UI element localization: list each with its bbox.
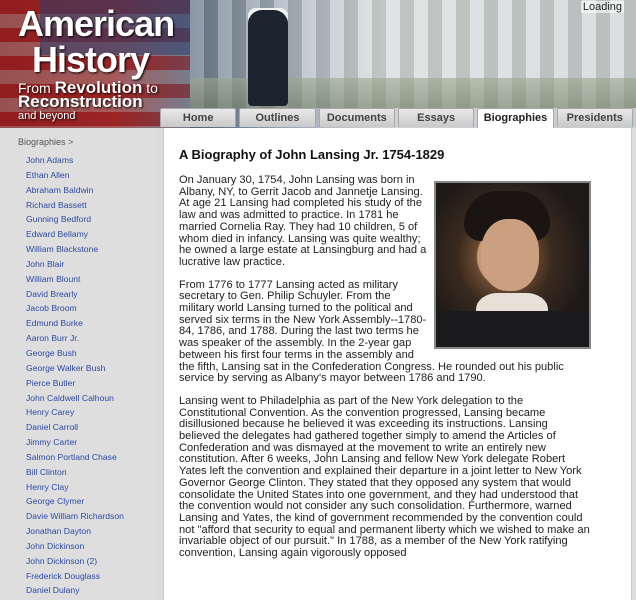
portrait-face [481,219,539,291]
logo-from-text: From [18,80,51,96]
sidebar-link-pierce-butler[interactable]: Pierce Butler [26,377,76,388]
logo-line-american: American [18,3,175,44]
logo-line-history: History [32,39,150,80]
sidebar-link-david-brearly[interactable]: David Brearly [26,288,78,299]
tab-outlines[interactable]: Outlines [239,108,315,127]
sidebar-link-richard-bassett[interactable]: Richard Bassett [26,199,87,210]
page-title: A Biography of John Lansing Jr. 1754-1829 [179,147,445,162]
sidebar-link-gunning-bedford[interactable]: Gunning Bedford [26,214,91,225]
sidebar-link-jimmy-carter[interactable]: Jimmy Carter [26,437,78,448]
sidebar-link-abraham-baldwin[interactable]: Abraham Baldwin [26,184,94,195]
sidebar-link-john-caldwell-calhoun[interactable]: John Caldwell Calhoun [26,392,114,403]
sidebar-link-davie-william-richardson[interactable]: Davie William Richardson [26,511,124,522]
biography-link-list [26,153,124,598]
sidebar-link-salmon-portland-chase[interactable]: Salmon Portland Chase [26,451,117,462]
logo-to-text: to [146,80,158,96]
sidebar-link-jonathan-dayton[interactable]: Jonathan Dayton [26,526,91,537]
bugler-soldier-image [248,10,288,106]
sidebar-link-john-dickinson[interactable]: John Dickinson [26,540,85,551]
tab-documents[interactable]: Documents [319,108,395,127]
sidebar-link-edward-bellamy[interactable]: Edward Bellamy [26,229,89,240]
biography-paragraph-1: On January 30, 1754, John Lansing was born in Albany, NY, to Gerrit Jacob and Jannetje Lansing. At age 21 Lansing had completed his study of the law and was admitted to practice. In 1781 he married Cornelia Ray. They had 10 children, 5 of whom died in infancy. Lansing was quite wealthy; he owned a large estate at Lansingburg and had a lucrative law practice. [179,174,427,268]
main-content [163,128,632,600]
sidebar-link-john-adams[interactable]: John Adams [26,155,74,165]
biography-paragraph-2: From 1776 to 1777 Lansing acted as military secretary to Gen. Philip Schuyler. From the military world Lansing turned to the political and served six terms in the New York Assembly--1780-84, 1786, and 1788. During the last two terms he was speaker of the assembly. In the 2-year gap between his first four terms in the assembly and the fifth, Lansing sat in the Confederation Congress. He rounded out his public service by serving as Albany's mayor between 1786 and 1790. [179,278,564,385]
sidebar-link-daniel-carroll[interactable]: Daniel Carroll [26,422,79,433]
sidebar [0,128,155,600]
sidebar-link-henry-carey[interactable]: Henry Carey [26,407,75,418]
sidebar-breadcrumb[interactable]: Biographies > [18,137,74,147]
tab-biographies[interactable]: Biographies [477,108,553,129]
sidebar-link-bill-clinton[interactable]: Bill Clinton [26,466,67,477]
tab-home[interactable]: Home [160,108,236,127]
sidebar-link-edmund-burke[interactable]: Edmund Burke [26,318,83,329]
sidebar-link-john-blair[interactable]: John Blair [26,258,65,269]
tab-essays[interactable]: Essays [398,108,474,127]
logo-revolution-text: Revolution [54,78,143,97]
sidebar-link-william-blount[interactable]: William Blount [26,273,81,284]
sidebar-link-jacob-broom[interactable]: Jacob Broom [26,303,77,314]
portrait-coat [436,311,589,347]
main-nav-tabs [160,108,636,128]
site-logo-title[interactable] [18,3,175,80]
sidebar-link-george-bush[interactable]: George Bush [26,347,77,358]
biography-text [179,175,591,571]
biography-paragraph-3: Lansing went to Philadelphia as part of the New York delegation to the Constitutional Convention. As the convention progressed, Lansing became disillusioned because he believed it was exceeding its instructions. Lansing believed the delegates had gathered together simply to amend the Articles of Confederation and was dismayed at the movement to write an entirely new constitution. After 6 weeks, John Lansing and fellow New York delegate Robert Yates left the convention and explained their departure in a joint letter to New York Governor George Clinton. They stated that they opposed any system that would consolidate the United States into one government, and they had understood that the convention would not consider any such consolidation. Furthermore, warned Lansing and Yates, the kind of government recommended by the convention could not "afford that security to equal and permanent liberty which we wished to make an invariable object of our pursuit." In 1788, as a member of the New York ratifying convention, Lansing again vigorously opposed [179,394,590,560]
tab-presidents[interactable]: Presidents [557,108,633,127]
sidebar-link-george-clymer[interactable]: George Clymer [26,496,85,507]
sidebar-link-frederick-douglass[interactable]: Frederick Douglass [26,570,101,581]
sidebar-link-aaron-burr[interactable]: Aaron Burr Jr. [26,333,80,344]
sidebar-link-john-dickinson-2[interactable]: John Dickinson (2) [26,555,98,566]
logo-reconstruction: Reconstruction [18,92,143,111]
portrait-image [434,181,591,349]
loading-indicator: Loading [582,1,622,13]
sidebar-link-george-walker-bush[interactable]: George Walker Bush [26,362,106,373]
sidebar-link-william-blackstone[interactable]: William Blackstone [26,244,99,255]
sidebar-link-daniel-dulany[interactable]: Daniel Dulany [26,585,80,596]
sidebar-link-henry-clay[interactable]: Henry Clay [26,481,69,492]
logo-and-beyond: and beyond [18,110,76,122]
sidebar-link-ethan-allen[interactable]: Ethan Allen [26,169,70,180]
